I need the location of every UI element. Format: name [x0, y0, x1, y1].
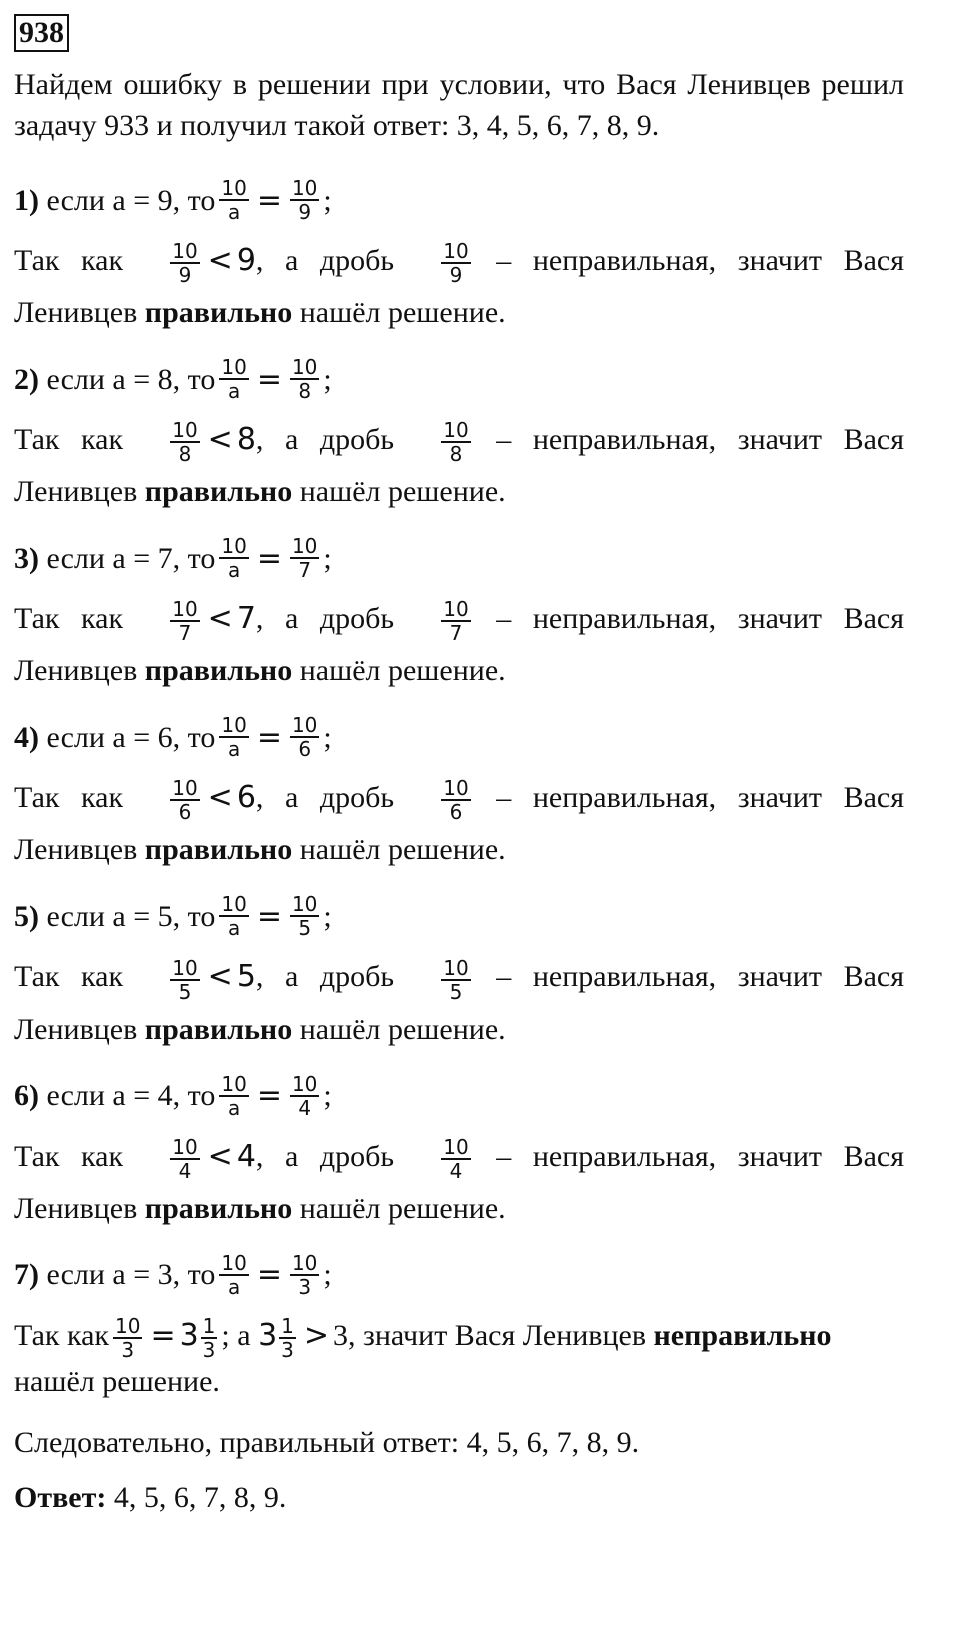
step-condition: 7) если а = 3, то $\frac{10}{a}$ = $\frac{10}{3}$ ; — [14, 1250, 332, 1299]
fraction-10-val: $\frac{10}{9}$ — [291, 176, 318, 224]
step-reason-line1: Так как $\frac{10}{4}$ < 4, а дробь $\frac{10}{4}$ – неправильная, значит Вася — [14, 1134, 905, 1183]
step-condition: 5) если а = 5, то $\frac{10}{a}$ = $\frac{10}{5}$ ; — [14, 892, 332, 941]
fraction-10-a: $\frac{10}{a}$ — [221, 1071, 247, 1120]
step-condition: 2) если а = 8, то $\frac{10}{a}$ = $\frac{10}{8}$ ; — [14, 355, 332, 404]
step-4 — [14, 697, 904, 870]
step-reason-line1: Так как $\frac{10}{6}$ < 6, а дробь $\frac{10}{6}$ – неправильная, значит Вася — [14, 776, 905, 825]
fraction-10-val: $\frac{10}{3}$ — [291, 1250, 318, 1299]
fraction-10-val: $\frac{10}{6}$ — [172, 776, 198, 825]
fraction-10-val: $\frac{10}{4}$ — [291, 1071, 318, 1120]
step-1 — [14, 160, 904, 333]
conclusion-text: Следовательно, правильный ответ: 4, 5, 6, 7, 8, 9. — [14, 1425, 640, 1459]
step-reason-line1: Так как $\frac{10}{9}$ < 9, а дробь $\frac{10}{9}$ – неправильная, значит Вася — [14, 239, 905, 288]
fraction-10-val: $\frac{10}{9}$ — [172, 239, 198, 288]
step-if: если а = 7, то — [46, 541, 216, 575]
fraction-10-val: $\frac{10}{8}$ — [291, 355, 318, 404]
step-number: 6) — [14, 1079, 39, 1113]
step-6 — [14, 1056, 904, 1229]
step-number: 5) — [14, 899, 39, 933]
fraction-10-val: $\frac{10}{7}$ — [443, 597, 469, 646]
step-number: 7) — [14, 1258, 39, 1292]
step-if: если а = 9, то — [46, 183, 216, 217]
steps-list — [14, 160, 904, 1229]
step-reason-line2: Ленивцев правильно нашёл решение. — [14, 475, 506, 509]
step-condition: 4) если а = 6, то $\frac{10}{a}$ = $\frac{10}{6}$ ; — [14, 713, 332, 762]
step-condition: 1) если а = 9, то $\frac{10}{a}$ = $\frac{10}{9}$ ; — [14, 176, 332, 224]
step-reason-line1: Так как $\frac{10}{5}$ < 5, а дробь $\frac{10}{5}$ – неправильная, значит Вася — [14, 955, 905, 1004]
fraction-10-a: $\frac{10}{a}$ — [221, 534, 247, 583]
step-number: 4) — [14, 720, 39, 754]
step-if: если а = 6, то — [46, 720, 216, 754]
fraction-10-val: $\frac{10}{8}$ — [172, 418, 198, 467]
step-number: 1) — [14, 183, 39, 217]
step-reason-line2: Ленивцев правильно нашёл решение. — [14, 1012, 506, 1046]
answer-value: 4, 5, 6, 7, 8, 9. — [113, 1480, 287, 1514]
fraction-10-val: $\frac{10}{5}$ — [172, 955, 198, 1004]
step-reason-line1: Так как $\frac{10}{8}$ < 8, а дробь $\frac{10}{8}$ – неправильная, значит Вася — [14, 418, 905, 467]
step-number: 3) — [14, 541, 39, 575]
fraction-10-val: $\frac{10}{6}$ — [443, 776, 469, 825]
intro-text: Найдем ошибку в решении при условии, что Вася Ленивцев решил задачу 933 и получил такой ответ: 3, 4, 5, 6, 7, 8, 9. — [14, 68, 904, 142]
fraction-10-val: $\frac{10}{9}$ — [443, 239, 469, 288]
fraction-10-val: $\frac{10}{4}$ — [443, 1134, 469, 1183]
fraction-10-a: $\frac{10}{a}$ — [221, 713, 247, 762]
step-if: если а = 8, то — [46, 362, 216, 396]
step-if: если а = 3, то — [46, 1258, 216, 1292]
problem-number: 938 — [14, 14, 69, 52]
step-if: если а = 5, то — [46, 899, 216, 933]
fraction-10-val: $\frac{10}{5}$ — [443, 955, 469, 1004]
fraction-10-val: $\frac{10}{6}$ — [291, 713, 318, 762]
answer-line — [14, 1477, 904, 1518]
fraction-10-3: $\frac{10}{3}$ — [114, 1313, 141, 1362]
fraction-10-val: $\frac{10}{5}$ — [291, 892, 318, 941]
step-number: 2) — [14, 362, 39, 396]
answer-label: Ответ: — [14, 1480, 107, 1514]
fraction-10-a: $\frac{10}{a}$ — [221, 1250, 247, 1299]
fraction-1-3: $\frac{1}{3}$ — [281, 1313, 294, 1362]
fraction-10-val: $\frac{10}{8}$ — [443, 418, 469, 467]
fraction-10-val: $\frac{10}{7}$ — [291, 534, 318, 583]
fraction-10-a: $\frac{10}{a}$ — [221, 892, 247, 941]
fraction-1-3: $\frac{1}{3}$ — [202, 1313, 216, 1362]
step-if: если а = 4, то — [46, 1079, 216, 1113]
step-reason-line2: Ленивцев правильно нашёл решение. — [14, 833, 506, 867]
fraction-10-val: $\frac{10}{4}$ — [172, 1134, 198, 1183]
step-reason-line1: Так как $\frac{10}{7}$ < 7, а дробь $\frac{10}{7}$ – неправильная, значит Вася — [14, 597, 905, 646]
step-5 — [14, 876, 904, 1049]
step-condition: 3) если а = 7, то $\frac{10}{a}$ = $\frac{10}{7}$ ; — [14, 534, 332, 583]
step-reason: Так как $\frac{10}{3}$ = 3 $\frac{1}{3}$ ; а 3 $\frac{1}{3}$ > 3, значит Вася Ленивцев неправильно нашёл решение. — [14, 1313, 832, 1398]
fraction-10-a: $\frac{10}{a}$ — [221, 355, 247, 404]
step-condition: 6) если а = 4, то $\frac{10}{a}$ = $\frac{10}{4}$ ; — [14, 1071, 332, 1120]
fraction-10-a: $\frac{10}{a}$ — [221, 176, 247, 224]
fraction-10-val: $\frac{10}{7}$ — [172, 597, 198, 646]
step-2 — [14, 339, 904, 512]
step-7 — [14, 1235, 904, 1402]
step-reason-line2: Ленивцев правильно нашёл решение. — [14, 654, 506, 688]
step-3 — [14, 518, 904, 691]
step-reason-line2: Ленивцев правильно нашёл решение. — [14, 1191, 506, 1225]
step-reason-line2: Ленивцев правильно нашёл решение. — [14, 296, 506, 330]
